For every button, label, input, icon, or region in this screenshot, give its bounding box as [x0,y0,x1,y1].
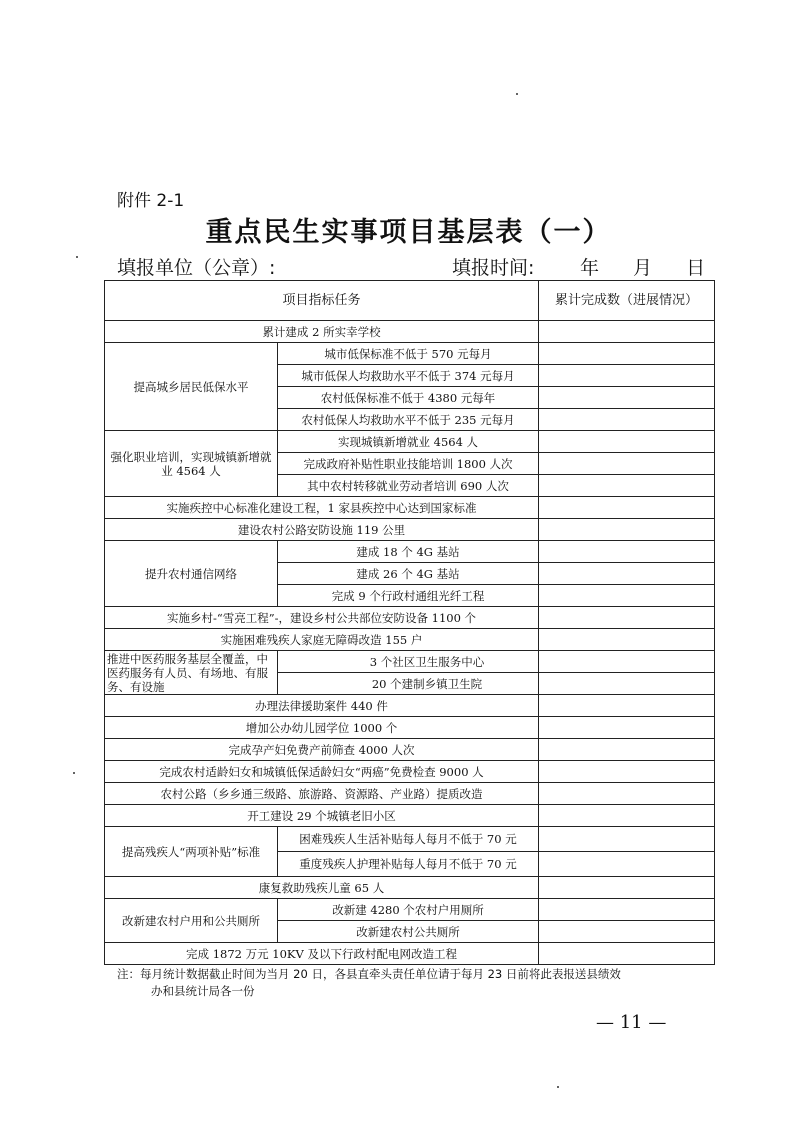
progress-cell[interactable] [539,943,715,965]
task-cell: 完成 9 个行政村通组光纤工程 [278,585,539,607]
progress-cell[interactable] [539,343,715,365]
footnote [117,966,727,1000]
table-row [105,431,715,453]
table-row [105,739,715,761]
progress-cell[interactable] [539,365,715,387]
group-label-cell: 提高城乡居民低保水平 [105,343,278,431]
table-row [105,607,715,629]
progress-cell[interactable] [539,783,715,805]
progress-cell[interactable] [539,475,715,497]
progress-cell[interactable] [539,629,715,651]
task-cell: 实施困难残疾人家庭无障碍改造 155 户 [105,629,539,651]
table-row [105,717,715,739]
table-row [105,783,715,805]
progress-cell[interactable] [539,739,715,761]
progress-cell[interactable] [539,921,715,943]
page-number: — 11 — [596,1012,667,1033]
table-row [105,695,715,717]
task-cell: 改新建农村公共厕所 [278,921,539,943]
group-label-cell: 推进中医药服务基层全覆盖，中医药服务有人员、有场地、有服务、有设施 [105,651,278,695]
task-cell: 困难残疾人生活补贴每人每月不低于 70 元 [278,827,539,852]
task-cell: 3 个社区卫生服务中心 [278,651,539,673]
progress-cell[interactable] [539,519,715,541]
progress-cell[interactable] [539,321,715,343]
footnote-line-1: 注：每月统计数据截止时间为当月 20 日，各县直牵头责任单位请于每月 23 日前将此表报送县绩效 [117,967,621,981]
col-header-progress: 累计完成数（进展情况） [539,281,715,321]
progress-cell[interactable] [539,827,715,852]
progress-cell[interactable] [539,607,715,629]
col-header-task: 项目指标任务 [105,281,539,321]
scan-speck [557,1086,559,1088]
task-cell: 其中农村转移就业劳动者培训 690 人次 [278,475,539,497]
task-cell: 农村低保人均救助水平不低于 235 元每月 [278,409,539,431]
group-label-cell: 提升农村通信网络 [105,541,278,607]
task-cell: 重度残疾人护理补贴每人每月不低于 70 元 [278,852,539,877]
table-row [105,943,715,965]
task-cell: 农村公路（乡乡通三级路、旅游路、资源路、产业路）提质改造 [105,783,539,805]
project-table [104,280,715,965]
progress-cell[interactable] [539,563,715,585]
table-row [105,651,715,673]
attachment-label: 附件 2-1 [117,191,185,211]
task-cell: 建设农村公路安防设施 119 公里 [105,519,539,541]
table-header-row [105,281,715,321]
task-cell: 办理法律援助案件 440 件 [105,695,539,717]
task-cell: 累计建成 2 所实幸学校 [105,321,539,343]
task-cell: 建成 26 个 4G 基站 [278,563,539,585]
group-label-cell: 强化职业培训，实现城镇新增就业 4564 人 [105,431,278,497]
task-cell: 建成 18 个 4G 基站 [278,541,539,563]
task-cell: 完成孕产妇免费产前筛查 4000 人次 [105,739,539,761]
table-row [105,541,715,563]
progress-cell[interactable] [539,877,715,899]
scan-speck [73,772,75,774]
task-cell: 完成农村适龄妇女和城镇低保适龄妇女“两癌”免费检查 9000 人 [105,761,539,783]
task-cell: 改新建 4280 个农村户用厕所 [278,899,539,921]
progress-cell[interactable] [539,673,715,695]
task-cell: 城市低保人均救助水平不低于 374 元每月 [278,365,539,387]
progress-cell[interactable] [539,805,715,827]
progress-cell[interactable] [539,497,715,519]
progress-cell[interactable] [539,387,715,409]
progress-cell[interactable] [539,409,715,431]
scan-speck [516,93,518,95]
table-row [105,877,715,899]
table-row [105,761,715,783]
progress-cell[interactable] [539,651,715,673]
fill-unit-label: 填报单位（公章）: [117,257,276,279]
progress-cell[interactable] [539,717,715,739]
table-row [105,321,715,343]
table-row [105,343,715,365]
task-cell: 开工建设 29 个城镇老旧小区 [105,805,539,827]
table-row [105,519,715,541]
fill-time-label: 填报时间: [452,257,535,279]
task-cell: 增加公办幼儿园学位 1000 个 [105,717,539,739]
progress-cell[interactable] [539,761,715,783]
footnote-line-2: 办和县统计局各一份 [151,984,255,998]
progress-cell[interactable] [539,585,715,607]
progress-cell[interactable] [539,541,715,563]
task-cell: 20 个建制乡镇卫生院 [278,673,539,695]
table-row [105,805,715,827]
group-label-cell: 提高残疾人“两项补贴”标准 [105,827,278,877]
fill-date-fields: 年 月 日 [580,257,706,279]
task-cell: 完成政府补贴性职业技能培训 1800 人次 [278,453,539,475]
progress-cell[interactable] [539,431,715,453]
task-cell: 康复救助残疾儿童 65 人 [105,877,539,899]
table-row [105,629,715,651]
table-row [105,497,715,519]
progress-cell[interactable] [539,453,715,475]
task-cell: 农村低保标准不低于 4380 元每年 [278,387,539,409]
task-cell: 实施乡村-“雪亮工程”-，建设乡村公共部位安防设备 1100 个 [105,607,539,629]
table-row [105,899,715,921]
progress-cell[interactable] [539,899,715,921]
table-row [105,827,715,852]
task-cell: 完成 1872 万元 10KV 及以下行政村配电网改造工程 [105,943,539,965]
scan-speck [76,256,78,258]
group-label-cell: 改新建农村户用和公共厕所 [105,899,278,943]
progress-cell[interactable] [539,852,715,877]
task-cell: 城市低保标准不低于 570 元每月 [278,343,539,365]
page-title: 重点民生实事项目基层表（一） [205,217,612,248]
progress-cell[interactable] [539,695,715,717]
task-cell: 实施疾控中心标准化建设工程，1 家县疾控中心达到国家标准 [105,497,539,519]
task-cell: 实现城镇新增就业 4564 人 [278,431,539,453]
